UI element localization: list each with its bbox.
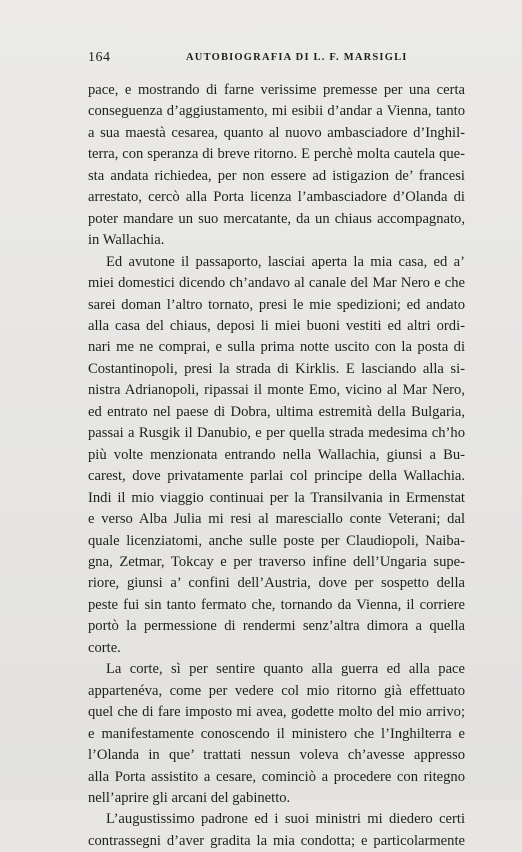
text-line: Ed avutone il passaporto, lasciai aperta la mia casa, ed a’ [106,253,465,270]
text-line: sarei doman l’altro tornato, presi le mie spedizioni; ed andato [88,296,465,313]
text-line: quel che di fare imposto mi avea, godette molto del mio arrivo; [88,704,465,721]
text-line: Costantinopoli, presi la strada di Kirklis. E lasciando alla si- [88,360,465,377]
text-line: carest, dove privatamente parlai col principe della Wallachia. [88,468,465,485]
text-line: La corte, sì per sentire quanto alla guerra ed alla pace [106,661,465,678]
text-line: e verso Alba Julia mi resi al maresciallo conte Veterani; dal [88,511,465,528]
text-line: corte. [88,639,121,656]
text-line: appartenéva, come per vedere col mio ritorno già effettuato [88,682,465,699]
text-line: gna, Zetmar, Tokcay e per traverso infine dell’Ungaria supe- [88,553,465,570]
text-line: Indi il mio viaggio continuai per la Transilvania in Ermenstat [88,489,465,506]
paragraph [88,809,465,852]
text-line: portò la permessione di rendermi senz’altra dimora a quella [88,618,465,635]
text-line: nari me ne comprai, e sulla prima notte uscito con la posta di [88,339,465,356]
page-header [88,50,465,70]
text-line: sta andata richiedea, per non essere ad istigazion de’ francesi [88,167,465,184]
text-line: peste fui sin tanto fermato che, tornando da Vienna, il corriere [88,596,465,613]
text-line: e manifestamente conoscendo il ministero che l’Inghilterra e [88,725,465,742]
text-line: contrassegni d’aver gradita la mia condotta; e particolarmente [88,832,465,849]
page-number: 164 [88,50,111,65]
text-line: poter mandare un suo mercatante, da un chiaus accompagnato, [88,210,465,227]
body-text [88,80,465,852]
text-line: riore, giunsi a’ confini dell’Austria, dove per sospetto della [88,575,465,592]
running-head: AUTOBIOGRAFIA DI L. F. MARSIGLI [186,52,408,63]
paragraph [88,659,465,809]
text-line: terra, con speranza di breve ritorno. E perchè molta cautela que- [88,146,465,163]
text-line: in Wallachia. [88,232,165,249]
text-line: passai a Rusgik il Danubio, e per quella strada medesima ch’ho [88,425,465,442]
text-line: quale licenziatomi, anche sulle poste per Claudiopoli, Naiba- [88,532,465,549]
text-line: ed entrato nel paese di Dobra, ultima estremità della Bulgaria, [88,403,465,420]
text-line: alla Porta assistito a cesare, cominciò a procedere con ritegno [88,768,465,785]
paragraph [88,252,465,660]
text-line: alla casa del chiaus, deposi li miei buoni vestiti ed altri ordi- [88,317,465,334]
text-line: pace, e mostrando di farne verissime premesse per una certa [88,82,465,98]
text-line: L’augustissimo padrone ed i suoi ministri mi diedero certi [106,811,465,828]
text-line: conseguenza d’aggiustamento, mi esibii d’andar a Vienna, tanto [88,103,465,120]
text-line: l’Olanda in que’ trattati nessun voleva ch’avesse appresso [88,747,465,764]
text-line: a sua maestà cesarea, quanto al nuovo ambasciadore d’Inghil- [88,124,465,141]
text-line: miei domestici dicendo ch’andavo al canale del Mar Nero e che [88,275,465,292]
text-line: più volte menzionata entrando nella Wallachia, giunsi a Bu- [88,446,465,463]
text-line: nell’aprire gli arcani del gabinetto. [88,789,291,806]
text-line: arrestato, cercò alla Porta licenza l’ambasciadore d’Olanda di [88,189,465,206]
text-line: nistra Adrianopoli, ripassai il monte Emo, vicino al Mar Nero, [88,382,465,399]
paragraph [88,80,465,252]
